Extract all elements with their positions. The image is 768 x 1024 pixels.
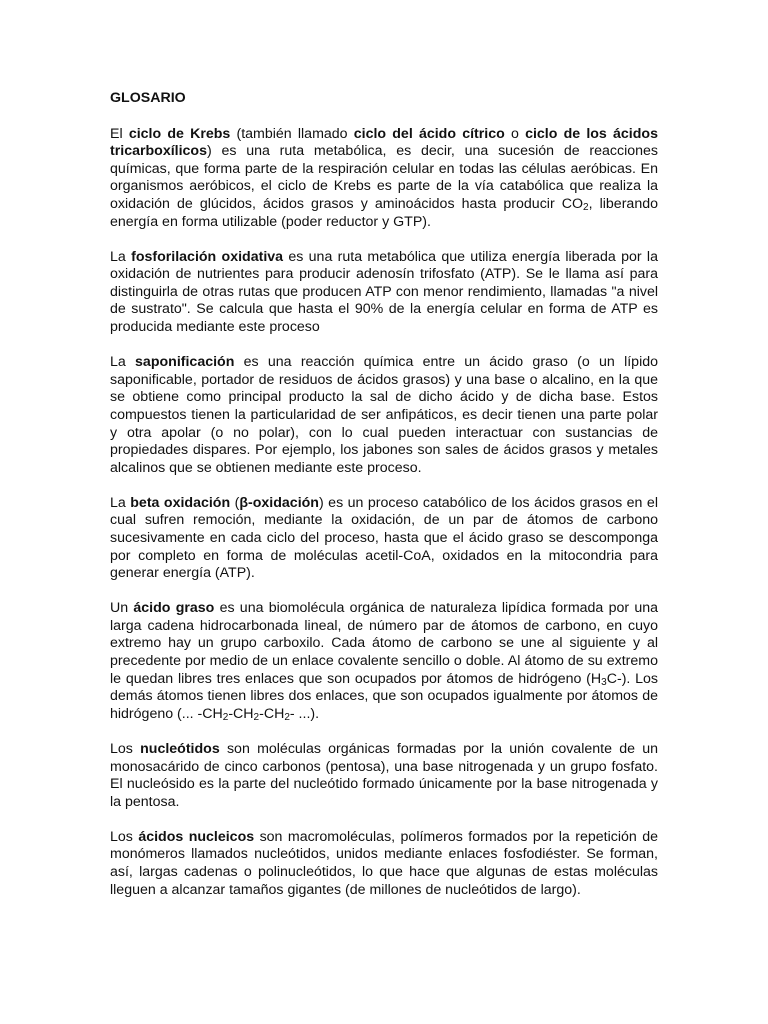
subscript: 2	[253, 711, 260, 723]
subscript: 3	[601, 676, 607, 688]
paragraph-saponificacion	[110, 354, 658, 477]
text: (	[230, 494, 240, 511]
term-ciclo-tricarboxilicos: ciclo de los ácidos tricarboxílicos	[110, 125, 658, 160]
text: son moléculas orgánicas formadas por la unión covalente de un monosacárido de cinco carbonos (pentosa), una base nitrogenada y un grupo fosfato. El nucleósido es la parte del nucleótido formado únicamente por la base nitrogenada y la pentosa.	[110, 740, 658, 810]
subscript: 2	[222, 711, 229, 723]
term-b-oxidacion: β-oxidación	[239, 494, 319, 511]
text: El	[110, 125, 129, 142]
term-ciclo-de-krebs: ciclo de Krebs	[128, 125, 231, 142]
paragraph-acido-graso	[110, 600, 658, 723]
text: Los	[110, 828, 139, 845]
text: Los	[110, 740, 141, 757]
paragraph-fosforilacion	[110, 249, 658, 337]
text: ) es un proceso catabólico de los ácidos grasos en el cual sufren remoción, mediante la oxidación, de un par de átomos de carbono sucesivamente en cada ciclo del proceso, hasta que el ácido graso se descomponga por completo en forma de moléculas acetil-CoA, oxidados en la mitocondria para generar energía (ATP).	[110, 494, 658, 582]
text: La	[110, 248, 132, 265]
text: La	[110, 354, 136, 371]
text: - ...).	[289, 705, 320, 722]
text: C-). Los demás átomos tienen libres dos enlaces, que son ocupados igualmente por átomos de hidrógeno (... -CH	[110, 670, 659, 722]
text: ) es una ruta metabólica, es decir, una sucesión de reacciones químicas, que forma parte de la respiración celular en todas las células aeróbicas. En organismos aeróbicos, el ciclo de Krebs es parte de la vía catabólica que realiza la oxidación de glúcidos, ácidos grasos y aminoácidos hasta producir CO	[110, 143, 658, 212]
text: -CH	[228, 705, 254, 722]
term-ciclo-acido-citrico: ciclo del ácido cítrico	[353, 125, 505, 142]
text: -CH	[259, 705, 285, 722]
paragraph-krebs	[110, 126, 658, 232]
term-fosforilacion-oxidativa: fosforilación oxidativa	[131, 248, 284, 265]
text: es una reacción química entre un ácido graso (o un lípido saponificable, portador de residuos de ácidos grasos) y una base o alcalino, en la que se obtiene como principal producto la sal de dicho ácido y de dicha base. Estos compuestos tienen la particularidad de ser anfipáticos, es decir tienen una parte polar y otra apolar (o no polar), con lo cual pueden interactuar con sustancias de propiedades dispares. Por ejemplo, los jabones son sales de ácidos grasos y metales alcalinos que se obtienen mediante este proceso.	[110, 354, 658, 476]
paragraph-nucleotidos	[110, 741, 658, 811]
text: , liberando energía en forma utilizable (poder reductor y GTP).	[110, 195, 658, 230]
text: o	[504, 125, 526, 142]
text: es una ruta metabólica que utiliza energía liberada por la oxidación de nutrientes para producir adenosín trifosfato (ATP). Se le llama así para distinguirla de otras rutas que producen ATP con menor rendimiento, llamadas "a nivel de sustrato". Se calcula que hasta el 90% de la energía celular en forma de ATP es producida mediante este proceso	[110, 248, 658, 336]
paragraph-beta-oxidacion	[110, 495, 658, 583]
subscript: 2	[583, 201, 589, 213]
document-page	[110, 90, 658, 917]
text: Un	[110, 600, 134, 617]
text: (también llamado	[230, 125, 354, 142]
term-saponificacion: saponificación	[135, 354, 235, 371]
term-beta-oxidacion: beta oxidación	[130, 494, 231, 511]
text: La	[110, 494, 131, 511]
page-title: GLOSARIO	[110, 90, 186, 106]
term-nucleotidos: nucleótidos	[140, 740, 220, 757]
text: son macromoléculas, polímeros formados por la repetición de monómeros llamados nucleótidos, unidos mediante enlaces fosfodiéster. Se forman, así, largas cadenas o polinucleótidos, lo que hace que algunas de estas moléculas lleguen a alcanzar tamaños gigantes (de millones de nucleótidos de largo).	[110, 828, 658, 898]
text: es una biomolécula orgánica de naturaleza lipídica formada por una larga cadena hidrocarbonada lineal, de número par de átomos de carbono, en cuyo extremo hay un grupo carboxilo. Cada átomo de carbono se une al siguiente y al precedente por medio de un enlace covalente sencillo o doble. Al átomo de su extremo le quedan libres tres enlaces que son ocupados por átomos de hidrógeno (H	[110, 600, 658, 687]
paragraph-acidos-nucleicos	[110, 829, 658, 899]
term-acidos-nucleicos: ácidos nucleicos	[138, 828, 255, 845]
term-acido-graso: ácido graso	[133, 600, 215, 617]
subscript: 2	[284, 711, 290, 723]
